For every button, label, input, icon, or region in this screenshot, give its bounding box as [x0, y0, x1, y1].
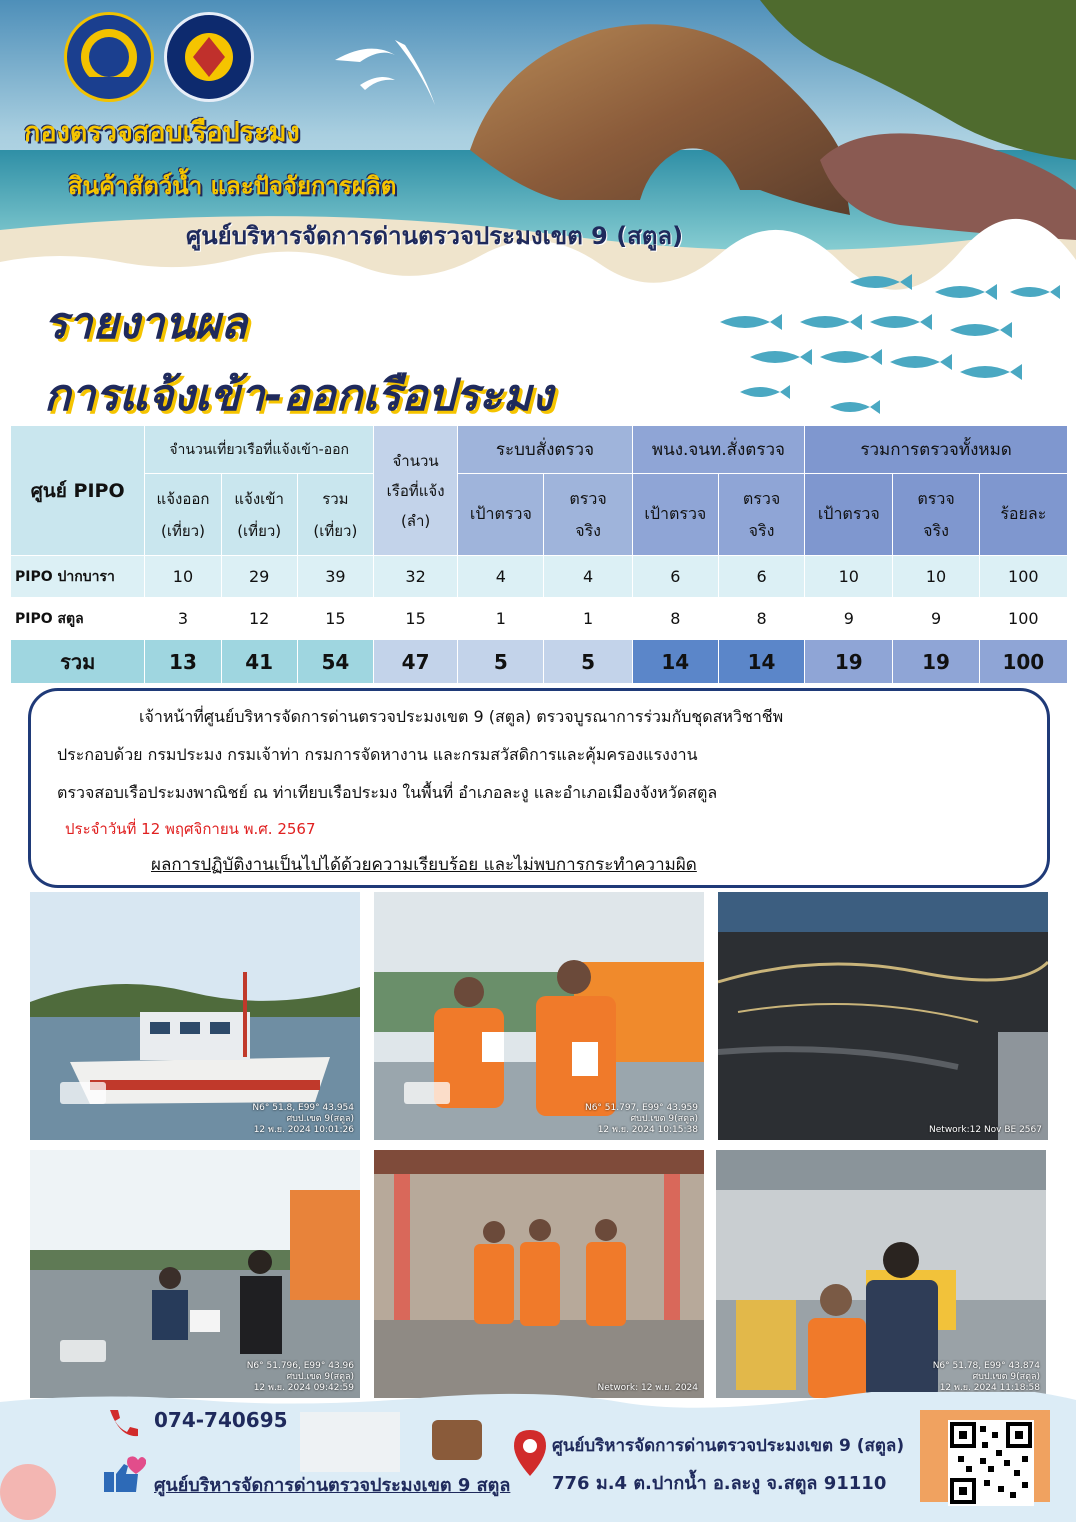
- photo-stamp: Network:12 Nov BE 2567: [929, 1125, 1042, 1135]
- cell-percent: 100: [979, 598, 1067, 640]
- facebook-like-icon: [100, 1454, 146, 1498]
- cell-in: 29: [221, 556, 297, 598]
- cell-officer-target: 6: [632, 556, 718, 598]
- report-title-line2: การแจ้งเข้า-ออกเรือประมง: [44, 370, 553, 421]
- footer: [0, 1392, 1076, 1522]
- cell-in: 12: [221, 598, 297, 640]
- photo-fishing-boat: [30, 892, 360, 1140]
- cell-out: 10: [145, 556, 221, 598]
- fishery-inspection-logo: [164, 12, 254, 102]
- header-officer-actual: ตรวจ จริง: [718, 474, 804, 556]
- header-boats-line3: (ลำ): [400, 511, 431, 530]
- phone-icon: [102, 1406, 142, 1442]
- total-in: 41: [221, 640, 297, 684]
- notice-line1: เจ้าหน้าที่ศูนย์บริหารจัดการด่านตรวจประมงเขต 9 (สตูล) ตรวจบูรณาการร่วมกับชุดสหวิชาชีพ: [139, 707, 784, 726]
- cell-system-actual: 1: [544, 598, 632, 640]
- header-system-target: เป้าตรวจ: [458, 474, 544, 556]
- row-name: PIPO สตูล: [11, 598, 145, 640]
- header-center: ศูนย์ PIPO: [11, 426, 145, 556]
- cell-boats: 15: [373, 598, 457, 640]
- photo-crew-lineup: [374, 1150, 704, 1398]
- address-center-name: ศูนย์บริหารจัดการด่านตรวจประมงเขต 9 (สตูล): [552, 1436, 905, 1456]
- photo-inspection-deck: [30, 1150, 360, 1398]
- notice-line2: ประกอบด้วย กรมประมง กรมเจ้าท่า กรมการจัดหางาน และกรมสวัสดิการและคุ้มครองแรงงาน: [57, 745, 698, 764]
- photo-stamp: N6° 51.797, E99° 43.959 ศบป.เขต 9(สตูล) 12 พ.ย. 2024 10:15:38: [584, 1103, 698, 1135]
- header-trips-group: จำนวนเที่ยวเรือที่แจ้งเข้า-ออก: [145, 426, 374, 474]
- header-sum: รวม (เที่ยว): [297, 474, 373, 556]
- report-title-line1: รายงานผล: [44, 298, 248, 349]
- header-in: แจ้งเข้า (เที่ยว): [221, 474, 297, 556]
- total-name: รวม: [11, 640, 145, 684]
- total-officer-actual: 14: [718, 640, 804, 684]
- map-thumbnail: [60, 1082, 106, 1104]
- cell-out: 3: [145, 598, 221, 640]
- cell-sum: 15: [297, 598, 373, 640]
- facebook-page-name: ศูนย์บริหารจัดการด่านตรวจประมงเขต 9 สตูล: [154, 1475, 511, 1496]
- total-boats: 47: [373, 640, 457, 684]
- total-system-actual: 5: [544, 640, 632, 684]
- org-name-line1: กองตรวจสอบเรือประมง: [24, 117, 300, 148]
- cell-all-actual: 9: [893, 598, 979, 640]
- header-boats: [373, 426, 457, 556]
- cell-all-actual: 10: [893, 556, 979, 598]
- header-officer-group: พนง.จนท.สั่งตรวจ: [632, 426, 804, 474]
- total-out: 13: [145, 640, 221, 684]
- total-officer-target: 14: [632, 640, 718, 684]
- photo-fishing-nets: [718, 892, 1048, 1140]
- total-sum: 54: [297, 640, 373, 684]
- cell-all-target: 10: [805, 556, 893, 598]
- cell-boats: 32: [373, 556, 457, 598]
- cell-all-target: 9: [805, 598, 893, 640]
- table-total-row: [11, 640, 1068, 684]
- map-thumbnail: [60, 1340, 106, 1362]
- map-thumbnail: [404, 1082, 450, 1104]
- header-out: แจ้งออก (เที่ยว): [145, 474, 221, 556]
- photo-stamp: N6° 51.8, E99° 43.954 ศบป.เขต 9(สตูล) 12 พ.ย. 2024 10:01:26: [252, 1103, 354, 1135]
- table-row: [11, 598, 1068, 640]
- total-all-actual: 19: [893, 640, 979, 684]
- cell-system-actual: 4: [544, 556, 632, 598]
- header-system-actual: ตรวจ จริง: [544, 474, 632, 556]
- photo-interview: [716, 1150, 1046, 1398]
- qr-code[interactable]: [948, 1420, 1034, 1506]
- header-boats-line1: จำนวน: [392, 451, 439, 470]
- notice-box: [28, 688, 1050, 888]
- notice-date: ประจำวันที่ 12 พฤศจิกายน พ.ศ. 2567: [65, 820, 316, 838]
- stats-table: [10, 425, 1068, 684]
- center-name: ศูนย์บริหารจัดการด่านตรวจประมงเขต 9 (สตูล): [186, 222, 684, 250]
- header-percent: ร้อยละ: [979, 474, 1067, 556]
- header-all-actual: ตรวจ จริง: [893, 474, 979, 556]
- address-text: 776 ม.4 ต.ปากน้ำ อ.ละงู จ.สตูล 91110: [552, 1473, 887, 1494]
- header-boats-line2: เรือที่แจ้ง: [386, 481, 445, 500]
- photo-stamp: Network: 12 พ.ย. 2024: [597, 1383, 698, 1393]
- photo-stamp: N6° 51.78, E99° 43.874 ศบป.เขต 9(สตูล) 12 พ.ย. 2024 11:18:58: [932, 1361, 1040, 1393]
- cell-officer-target: 8: [632, 598, 718, 640]
- row-name: PIPO ปากบารา: [11, 556, 145, 598]
- contact-phone: 074-740695: [154, 1408, 288, 1432]
- cell-officer-actual: 6: [718, 556, 804, 598]
- fish-school-decoration: [700, 262, 1070, 422]
- total-percent: 100: [979, 640, 1067, 684]
- org-name-line2: สินค้าสัตว์น้ำ และปัจจัยการผลิต: [68, 172, 397, 200]
- total-system-target: 5: [458, 640, 544, 684]
- header-officer-target: เป้าตรวจ: [632, 474, 718, 556]
- cell-system-target: 1: [458, 598, 544, 640]
- notice-result: ผลการปฏิบัติงานเป็นไปได้ด้วยความเรียบร้อย และไม่พบการกระทำความผิด: [151, 855, 697, 875]
- header-system-group: ระบบสั่งตรวจ: [458, 426, 632, 474]
- cell-system-target: 4: [458, 556, 544, 598]
- notice-line3: ตรวจสอบเรือประมงพาณิชย์ ณ ท่าเทียบเรือประมง ในพื้นที่ อำเภอละงู และอำเภอเมืองจังหวัดสตูล: [57, 783, 718, 802]
- table-row: [11, 556, 1068, 598]
- cell-officer-actual: 8: [718, 598, 804, 640]
- cell-sum: 39: [297, 556, 373, 598]
- location-pin-icon: [512, 1428, 548, 1482]
- department-of-fisheries-logo: [64, 12, 154, 102]
- photo-stamp: N6° 51.796, E99° 43.96 ศบป.เขต 9(สตูล) 12 พ.ย. 2024 09:42:59: [246, 1361, 354, 1393]
- header-all-group: รวมการตรวจทั้งหมด: [805, 426, 1068, 474]
- cell-percent: 100: [979, 556, 1067, 598]
- total-all-target: 19: [805, 640, 893, 684]
- header-all-target: เป้าตรวจ: [805, 474, 893, 556]
- photo-crew-documents: [374, 892, 704, 1140]
